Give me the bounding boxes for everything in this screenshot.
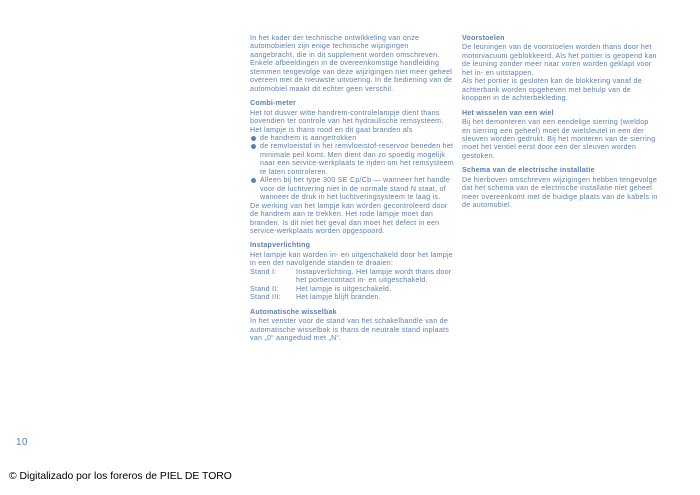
credit-line: © Digitalizado por los foreros de PIEL DE TORO <box>9 471 232 482</box>
bullet-icon <box>250 134 260 142</box>
section-heading-automatische-wisselbak: Automatische wisselbak <box>250 307 337 316</box>
bullet-item: Alleen bij het type 300 SE Cp/Cb — wanneer het handle voor de luchtvering niet in de normale stand N staat, of wanneer de druk in het luchtveringsysteem te laag is. <box>250 176 454 201</box>
bullet-icon <box>250 142 260 176</box>
left-column <box>250 34 454 342</box>
bullet-item: de remvloeistof in het remvloeistof-reservoir beneden het minimale peil komt. Men dient dan zo spoedig mogelijk naar een service-werkplaats te rijden om het remsysteem te laten controleren. <box>250 142 454 176</box>
schema-paragraph: De hierboven omschreven wijzigingen hebben tengevolge dat het schema van de electrische installatie niet geheel meer overeenkomt met de huidige plaats van de kabels in de automobiel. <box>462 175 658 210</box>
section-heading-voorstoelen: Voorstoelen <box>462 34 505 42</box>
wiel-paragraph: Bij het demonteren van een eendelige sierring (wieldop en sierring een geheel) moet de wielsleutel in een der sleuven worden gedrukt. Bij het monteren van de sierring moet het ventiel eerst door een der sleuven worden gestoken. <box>462 118 656 160</box>
section-heading-schema: Schema van de electrische installatie <box>462 166 595 175</box>
section-heading-instapverlichting: Instapverlichting <box>250 241 311 250</box>
page-number: 10 <box>16 437 28 448</box>
section-heading-combi-meter: Combi-meter <box>250 99 296 108</box>
voorstoelen-paragraph: De leuningen van de voorstoelen worden thans door het motorvacuum geblokkeerd. Als het portier is geopend kan de leuning zonder meer naar voren worden geklapt voor het in- en uitstappen. <box>462 43 657 77</box>
automatische-wisselbak-paragraph: In het venster voor de stand van het schakelhandle van de automatische wisselbak is thans de neutrale stand inplaats van „0“ aangeduid met „N“. <box>250 317 450 342</box>
section-heading-wiel: Het wisselen van een wiel <box>462 108 554 117</box>
instapverlichting-paragraph: Het lampje kan worden in- en uitgeschakeld door het lampje in een der navolgende standen te draaien: <box>250 250 453 268</box>
combi-meter-paragraph-2: De werking van het lampje kan worden gecontroleerd door de handrem aan te trekken. Het rode lampje moet dan branden. Is dit niet het geval dan moet het defect in een service-werkplaats worden opgespoord. <box>250 201 448 235</box>
bullet-icon <box>250 176 260 201</box>
bullet-item: de handrem is aangetrokken <box>250 134 454 142</box>
right-column <box>462 34 658 210</box>
stand-row: Stand I: Instapverlichting. Het lampje wordt thans door het portiercontact in- en uitgeschakeld. <box>250 267 452 285</box>
stand-row: Stand II: Het lampje is uitgeschakeld. <box>250 284 392 293</box>
stand-row: Stand III: Het lampje blijft branden. <box>250 293 381 302</box>
intro-paragraph: In het kader der technische ontwikkeling van onze automobielen zijn enige technische wijzigingen aangebracht, die in dit supplement worden omschreven. Enkele afbeeldingen in de overeenkomstige handleiding stemmen tengevolge van deze wijzigingen niet meer geheel overeen met de nieuwste uitvoering. In de bediening van de automobiel maakt dit echter geen verschil. <box>250 34 453 93</box>
voorstoelen-paragraph-2: Als het portier is gesloten kan de blokkering vanaf de achterbank worden opgeheven met behulp van de knoppen in de achterbekleding. <box>462 77 642 103</box>
combi-meter-paragraph: Het tot dusver witte handrem-controlelampje dient thans bovendien ter controle van het hydraulische remsysteem. Het lampje is thans rood en dit gaat branden als <box>250 108 444 134</box>
